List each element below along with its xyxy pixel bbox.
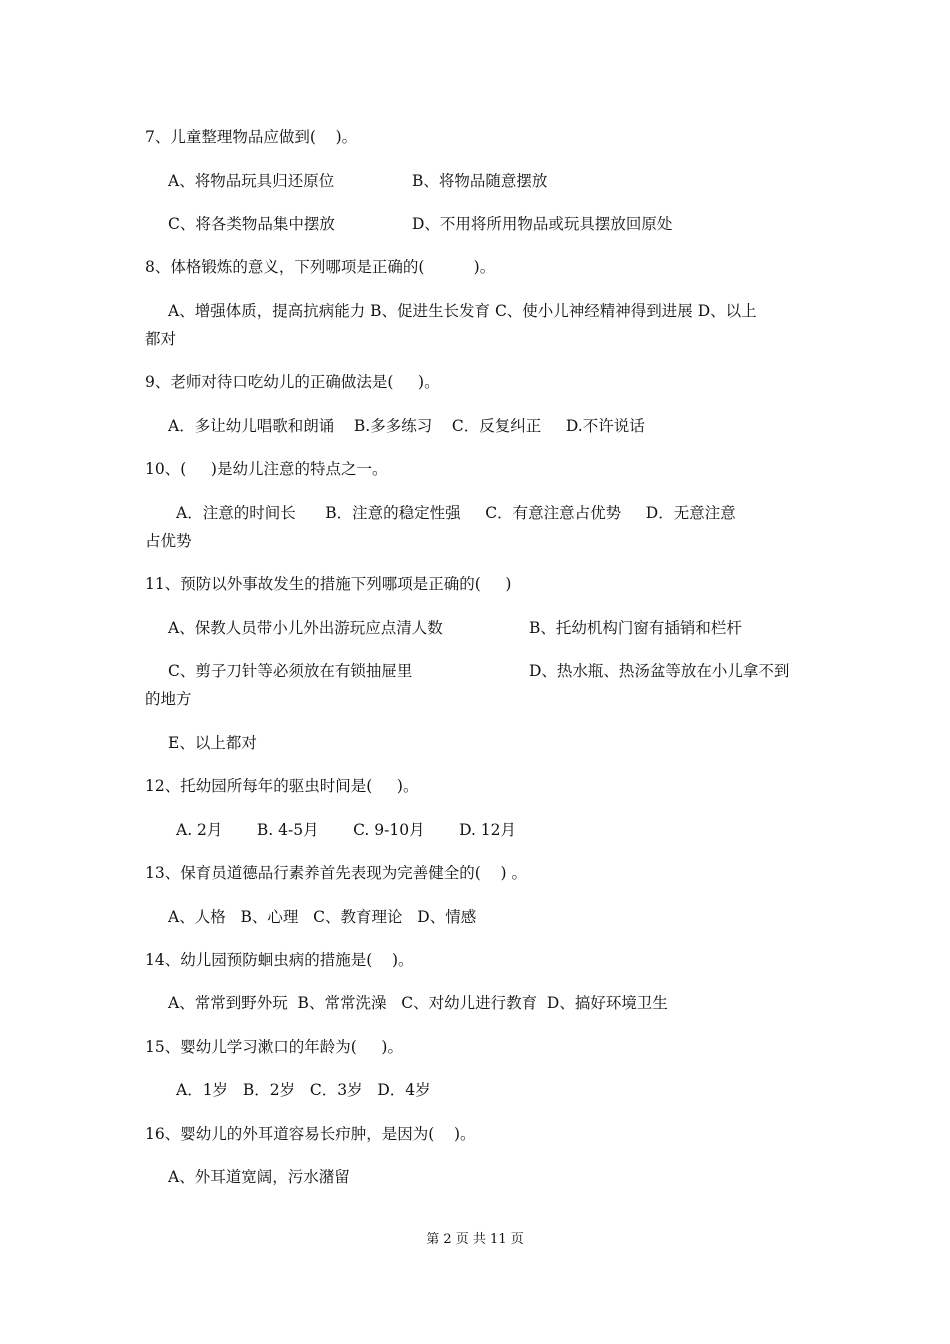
question-8-stem: 8、体格锻炼的意义，下列哪项是正确的( )。 — [145, 258, 496, 276]
question-8-options-cont: 都对 — [145, 330, 177, 348]
question-10-options-cont: 占优势 — [145, 532, 192, 550]
question-7-option-a: A、将物品玩具归还原位 — [168, 172, 335, 190]
question-9-stem: 9、老师对待口吃幼儿的正确做法是( )。 — [145, 373, 440, 391]
question-11-option-c: C、剪子刀针等必须放在有锁抽屉里 — [168, 662, 413, 680]
question-15-stem: 15、婴幼儿学习漱口的年龄为( )。 — [145, 1038, 403, 1056]
question-11-option-d-cont: 的地方 — [145, 690, 192, 708]
question-15-options: A．1岁 B．2岁 C．3岁 D．4岁 — [176, 1081, 431, 1099]
question-11-option-d: D、热水瓶、热汤盆等放在小儿拿不到 — [529, 662, 790, 680]
question-11-option-e: E、以上都对 — [168, 734, 257, 752]
question-16-option-a: A、外耳道宽阔，污水潴留 — [168, 1168, 350, 1186]
question-14-stem: 14、幼儿园预防蛔虫病的措施是( )。 — [145, 951, 414, 969]
page-footer: 第 2 页 共 11 页 — [426, 1232, 524, 1247]
question-7-stem: 7、儿童整理物品应做到( )。 — [145, 128, 358, 146]
question-10-options: A．注意的时间长 B．注意的稳定性强 C．有意注意占优势 D．无意注意 — [176, 504, 736, 522]
question-9-options: A．多让幼儿唱歌和朗诵 B.多多练习 C．反复纠正 D.不许说话 — [168, 417, 645, 435]
question-12-options: A. 2月 B. 4-5月 C. 9-10月 D. 12月 — [176, 821, 517, 839]
question-16-stem: 16、婴幼儿的外耳道容易长疖肿，是因为( )。 — [145, 1125, 476, 1143]
question-8-options: A、增强体质，提高抗病能力 B、促进生长发育 C、使小儿神经精神得到进展 D、以上 — [168, 302, 757, 320]
question-10-stem: 10、( )是幼儿注意的特点之一。 — [145, 460, 388, 478]
question-11-option-a: A、保教人员带小儿外出游玩应点清人数 — [168, 619, 443, 637]
question-11-option-b: B、托幼机构门窗有插销和栏杆 — [529, 619, 742, 637]
question-13-options: A、人格 B、心理 C、教育理论 D、情感 — [168, 908, 477, 926]
question-7-option-b: B、将物品随意摆放 — [412, 172, 548, 190]
question-7-option-d: D、不用将所用物品或玩具摆放回原处 — [412, 215, 673, 233]
question-14-options: A、常常到野外玩 B、常常洗澡 C、对幼儿进行教育 D、搞好环境卫生 — [168, 994, 668, 1012]
question-7-option-c: C、将各类物品集中摆放 — [168, 215, 335, 233]
question-12-stem: 12、托幼园所每年的驱虫时间是( )。 — [145, 777, 419, 795]
question-13-stem: 13、保育员道德品行素养首先表现为完善健全的( ) 。 — [145, 864, 527, 882]
question-11-stem: 11、预防以外事故发生的措施下列哪项是正确的( ) — [145, 575, 512, 593]
